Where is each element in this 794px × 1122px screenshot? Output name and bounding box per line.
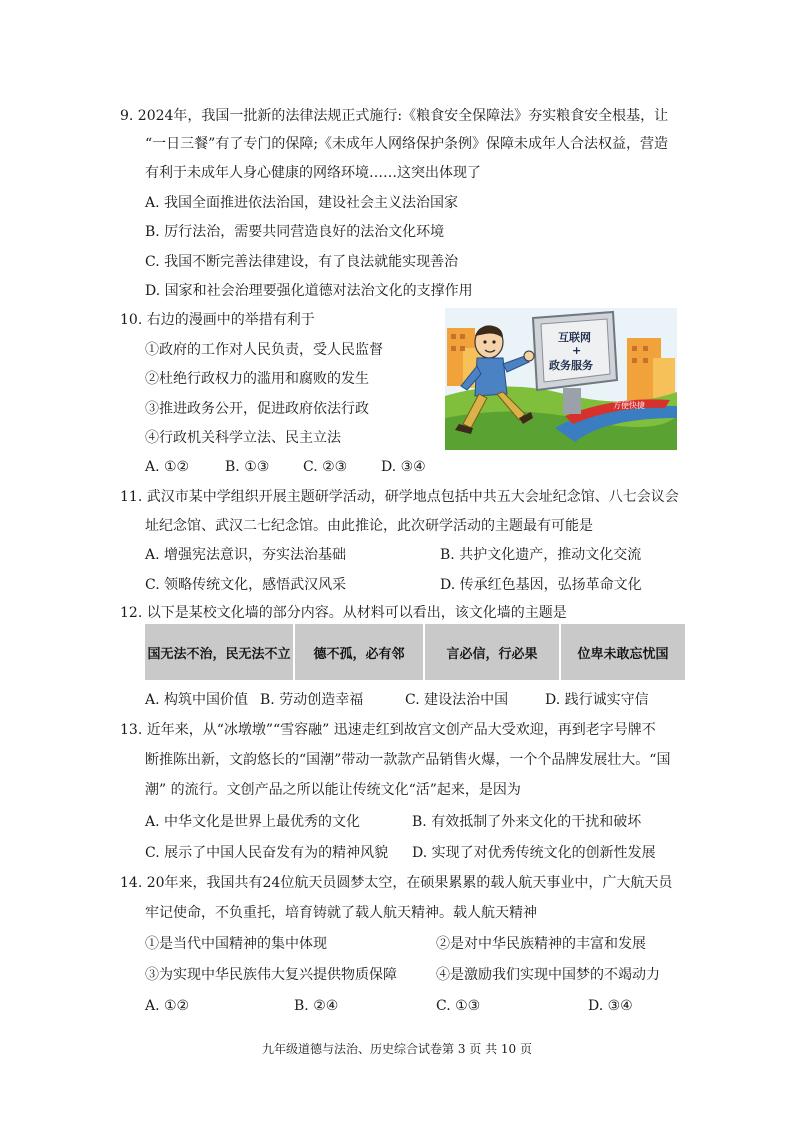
sign-line-3: 政务服务 bbox=[549, 359, 593, 372]
q10-option-d: D. ③④ bbox=[381, 459, 426, 475]
q11-option-b: B. 共护文化遗产，推动文化交流 bbox=[440, 547, 642, 563]
culture-wall-cell-1: 国无法不治，民无法不立 bbox=[145, 624, 293, 680]
q9-stem-line-3: 有利于未成年人身心健康的网络环境……这突出体现了 bbox=[145, 165, 481, 181]
culture-wall-table bbox=[145, 624, 685, 680]
q13-option-c: C. 展示了中国人民奋发有为的精神风貌 bbox=[145, 845, 389, 861]
q11-option-c: C. 领略传统文化，感悟武汉风采 bbox=[145, 577, 347, 593]
q14-option-d: D. ③④ bbox=[588, 998, 633, 1014]
q14-item-3: ③为实现中华民族伟大复兴提供物质保障 bbox=[145, 967, 397, 983]
q14-stem-line-2: 牢记使命，不负重托，培育铸就了载人航天精神。载人航天精神 bbox=[145, 905, 537, 921]
q13-stem-line-2: 断推陈出新，文韵悠长的“国潮”带动一款款产品销售火爆，一个个品牌发展壮大。“国 bbox=[145, 752, 671, 768]
q12-stem: 12. 以下是某校文化墙的部分内容。从材料可以看出，该文化墙的主题是 bbox=[120, 605, 567, 621]
q9-option-b: B. 厉行法治，需要共同营造良好的法治文化环境 bbox=[145, 224, 445, 240]
q14-item-4: ④是激励我们实现中国梦的不竭动力 bbox=[436, 967, 660, 983]
q10-stem: 10. 右边的漫画中的举措有利于 bbox=[120, 312, 315, 328]
q13-stem-line-1: 13. 近年来，从“冰墩墩”“雪容融” 迅速走红到故宫文创产品大受欢迎，再到老字号牌不 bbox=[120, 722, 656, 738]
q11-stem-line-1: 11. 武汉市某中学组织开展主题研学活动，研学地点包括中共五大会址纪念馆、八七会议会 bbox=[120, 489, 679, 505]
q14-stem-line-1: 14. 20年来，我国共有24位航天员圆梦太空，在硕果累累的载人航天事业中，广大航天员 bbox=[120, 875, 673, 891]
sign-line-1: 互联网 bbox=[558, 331, 591, 344]
q10-item-2: ②杜绝行政权力的滥用和腐败的发生 bbox=[145, 371, 369, 387]
q14-option-c: C. ①③ bbox=[436, 998, 481, 1014]
culture-wall-cell-4: 位卑未敢忘忧国 bbox=[561, 624, 685, 680]
q11-option-a: A. 增强宪法意识，夯实法治基础 bbox=[145, 547, 347, 563]
q9-option-a: A. 我国全面推进依法治国，建设社会主义法治国家 bbox=[145, 195, 459, 211]
q10-options bbox=[145, 457, 426, 477]
q9-stem-line-2: “一日三餐”有了专门的保障;《未成年人网络保护条例》保障未成年人合法权益，营造 bbox=[145, 136, 669, 152]
q12-option-a: A. 构筑中国价值 bbox=[145, 692, 249, 708]
q12-options bbox=[145, 690, 649, 710]
q14-option-b: B. ②④ bbox=[294, 998, 339, 1014]
q10-item-1: ①政府的工作对人民负责，受人民监督 bbox=[145, 342, 383, 358]
q10-option-a: A. ①② bbox=[145, 459, 190, 475]
road-label: 方便快捷 bbox=[613, 401, 645, 410]
q10-cartoon bbox=[445, 308, 677, 450]
sign-line-2: + bbox=[572, 344, 582, 357]
q11-stem-line-2: 址纪念馆、武汉二七纪念馆。由此推论，此次研学活动的主题最有可能是 bbox=[145, 518, 593, 534]
culture-wall-cell-2: 德不孤，必有邻 bbox=[295, 624, 423, 680]
q13-option-a: A. 中华文化是世界上最优秀的文化 bbox=[145, 814, 361, 830]
q9-option-c: C. 我国不断完善法律建设，有了良法就能实现善治 bbox=[145, 254, 459, 270]
q12-option-c: C. 建设法治中国 bbox=[405, 692, 509, 708]
q10-item-3: ③推进政务公开，促进政府依法行政 bbox=[145, 401, 369, 417]
q13-stem-line-3: 潮” 的流行。文创产品之所以能让传统文化“活”起来，是因为 bbox=[145, 782, 521, 798]
q12-option-b: B. 劳动创造幸福 bbox=[260, 692, 364, 708]
q11-option-d: D. 传承红色基因，弘扬革命文化 bbox=[440, 577, 642, 593]
cartoon-illustration bbox=[445, 308, 677, 450]
q12-option-d: D. 践行诚实守信 bbox=[545, 692, 649, 708]
q14-option-a: A. ①② bbox=[145, 998, 190, 1014]
q9-stem-line-1: 9. 2024年，我国一批新的法律法规正式施行:《粮食安全保障法》夯实粮食安全根基，让 bbox=[120, 108, 669, 124]
q13-option-b: B. 有效抵制了外来文化的干扰和破坏 bbox=[412, 814, 642, 830]
q14-item-2: ②是对中华民族精神的丰富和发展 bbox=[436, 936, 646, 952]
q13-option-d: D. 实现了对优秀传统文化的创新性发展 bbox=[412, 845, 656, 861]
q9-option-d: D. 国家和社会治理要强化道德对法治文化的支撑作用 bbox=[145, 283, 473, 299]
q10-option-c: C. ②③ bbox=[303, 459, 348, 475]
q10-item-4: ④行政机关科学立法、民主立法 bbox=[145, 430, 341, 446]
q10-option-b: B. ①③ bbox=[225, 459, 270, 475]
page-footer: 九年级道德与法治、历史综合试卷第 3 页 共 10 页 bbox=[262, 1042, 532, 1056]
q14-item-1: ①是当代中国精神的集中体现 bbox=[145, 936, 327, 952]
culture-wall-cell-3: 言必信，行必果 bbox=[425, 624, 559, 680]
